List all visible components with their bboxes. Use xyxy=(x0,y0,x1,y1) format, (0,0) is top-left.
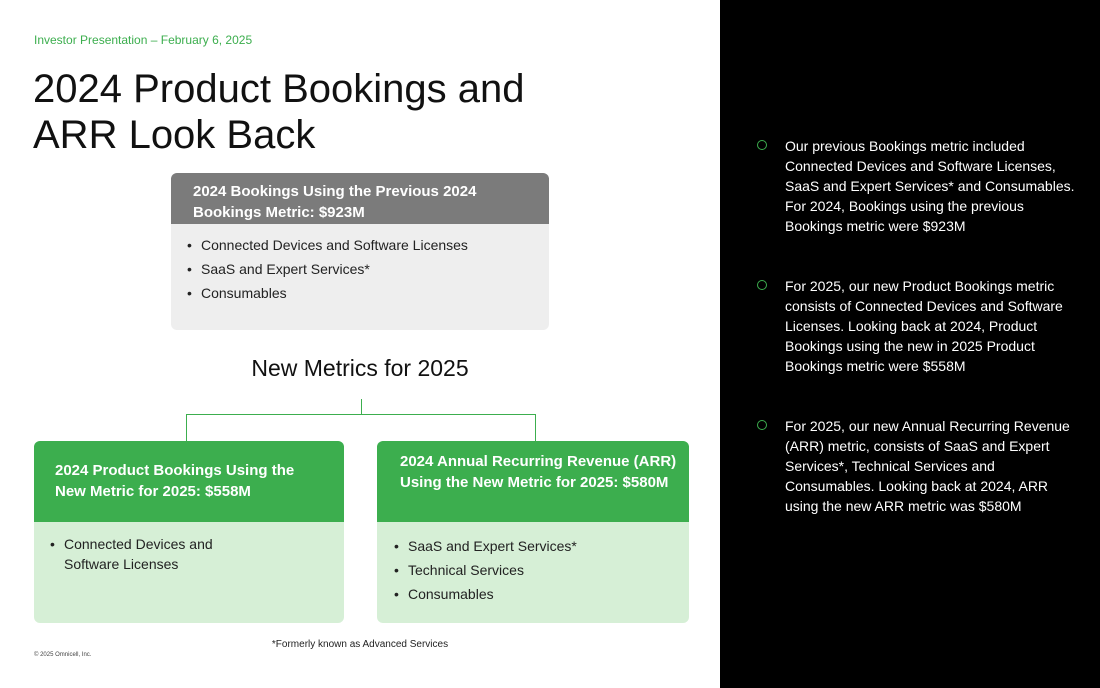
new-metrics-heading: New Metrics for 2025 xyxy=(251,355,469,381)
previous-bookings-box xyxy=(171,173,549,330)
side-note-text: For 2025, our new Annual Recurring Revenue (ARR) metric, consists of SaaS and Expert Services*, Technical Services and Consumables. Looking back at 2024, ARR using the new ARR metric was $580M xyxy=(785,418,1070,514)
list-item: • Consumables xyxy=(394,582,689,606)
side-note xyxy=(757,136,1077,236)
connector-right-drop xyxy=(535,414,536,441)
product-bookings-list xyxy=(34,522,344,574)
arr-list xyxy=(377,522,689,606)
arr-card xyxy=(377,441,689,623)
side-note xyxy=(757,416,1077,516)
circle-bullet-icon xyxy=(757,420,767,430)
connector-horizontal xyxy=(186,414,536,415)
product-bookings-card xyxy=(34,441,344,623)
arr-title: 2024 Annual Recurring Revenue (ARR) Using the New Metric for 2025: $580M xyxy=(377,441,689,522)
side-note xyxy=(757,276,1077,376)
list-item: • Connected Devices and Software Licenses xyxy=(50,534,224,574)
list-item: • SaaS and Expert Services* xyxy=(187,257,549,281)
footnote: *Formerly known as Advanced Services xyxy=(271,639,449,650)
previous-bookings-title: 2024 Bookings Using the Previous 2024 Bookings Metric: $923M xyxy=(171,173,549,224)
presentation-subtitle: Investor Presentation – February 6, 2025 xyxy=(34,33,253,47)
list-item: • Connected Devices and Software Licenses xyxy=(187,233,549,257)
product-bookings-title: 2024 Product Bookings Using the New Metric for 2025: $558M xyxy=(34,441,344,522)
list-item: • Technical Services xyxy=(394,558,689,582)
connector-left-drop xyxy=(186,414,187,441)
side-notes-list xyxy=(757,136,1077,556)
connector-stem xyxy=(361,399,362,414)
list-item: • Consumables xyxy=(187,281,549,305)
circle-bullet-icon xyxy=(757,280,767,290)
side-note-text: For 2025, our new Product Bookings metric consists of Connected Devices and Software Licenses. Looking back at 2024, Product Bookings using the new in 2025 Product Bookings metric were $558M xyxy=(785,278,1063,374)
circle-bullet-icon xyxy=(757,140,767,150)
slide-title: 2024 Product Bookings and ARR Look Back xyxy=(33,67,525,157)
side-note-text: Our previous Bookings metric included Connected Devices and Software Licenses, SaaS and Expert Services* and Consumables. For 2024, Bookings using the previous Bookings metric were $923M xyxy=(785,138,1075,234)
copyright: © 2025 Omnicell, Inc. xyxy=(34,652,92,658)
list-item: • SaaS and Expert Services* xyxy=(394,534,689,558)
previous-bookings-list xyxy=(171,224,549,305)
